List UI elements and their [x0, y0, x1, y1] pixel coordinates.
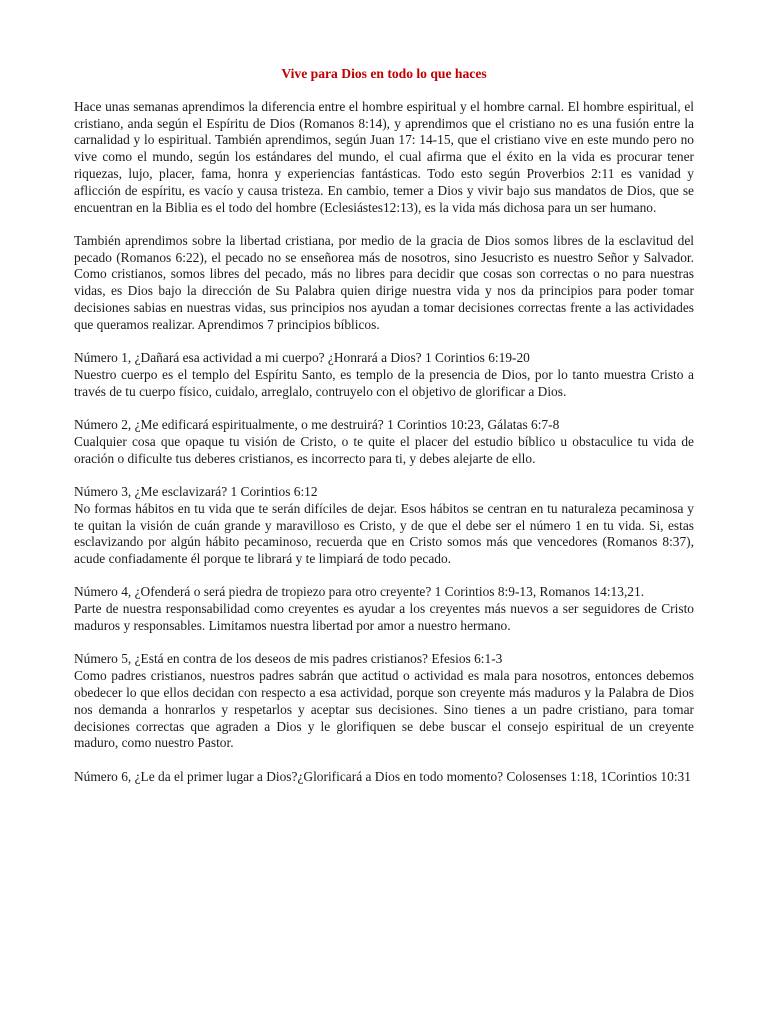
- document-page: [74, 66, 694, 802]
- principle-5-text: Como padres cristianos, nuestros padres sabrán que actitud o actividad es mala para nosotros, entonces debemos obedecer lo que ellos decidan con respecto a esa actividad, porque son creyente más maduros y la Palabra de Dios nos demanda a honrarlos y respetarlos y aceptar sus decisiones. Sino tienes a un padre cristiano, para tomar decisiones correctas que agraden a Dios y le glorifiquen se debe buscar el consejo espiritual de un creyente maduro, como nuestro Pastor.: [74, 668, 694, 751]
- intro-paragraph-1: Hace unas semanas aprendimos la diferencia entre el hombre espiritual y el hombre carnal. El hombre espiritual, el cristiano, anda según el Espíritu de Dios (Romanos 8:14), y aprendimos que el cristiano no es una fusión entre la carnalidad y lo espiritual. También aprendimos, según Juan 17: 14-15, que el cristiano vive en este mundo pero no vive como el mundo, según los estándares del mundo, el cual afirma que el éxito en la vida es procurar tener riquezas, lujo, placer, fama, honra y experiencias fantásticas. Todo esto según Proverbios 2:11 es vanidad y aflicción de espíritu, es vacío y causa tristeza. En cambio, temer a Dios y vivir bajo sus mandatos de Dios, que se encuentran en la Biblia es el todo del hombre (Eclesiástes12:13), es la vida más dichosa para un ser humano.: [74, 98, 694, 215]
- principle-2-heading: Número 2, ¿Me edificará espiritualmente, o me destruirá? 1 Corintios 10:23, Gálatas 6:7-8: [74, 417, 560, 433]
- principle-1: [74, 350, 694, 400]
- principle-1-text: Nuestro cuerpo es el templo del Espíritu Santo, es templo de la presencia de Dios, por lo tanto muestra Cristo a través de tu cuerpo físico, cuidalo, arreglalo, contruyelo con el objetivo de glorificar a Dios.: [74, 366, 694, 399]
- intro-paragraph-2: También aprendimos sobre la libertad cristiana, por medio de la gracia de Dios somos libres de la esclavitud del pecado (Romanos 6:22), el pecado no se enseñorea más de nosotros, sino Jesucristo es nuestro Señor y Salvador. Como cristianos, somos libres del pecado, más no libres para decidir que cosas son correctas o no para nuestras vidas, es Dios bajo la dirección de Su Palabra quien dirige nuestra vida y nos da principios para poder tomar decisiones sabias en nuestras vidas, sus principios nos ayudan a tomar decisiones correctas frente a las actividades que queramos realizar. Aprendimos 7 principios bíblicos.: [74, 232, 694, 332]
- principle-5: [74, 651, 694, 752]
- principle-6: [74, 769, 694, 786]
- principle-2: [74, 417, 694, 467]
- principle-4-heading: Número 4, ¿Ofenderá o será piedra de tropiezo para otro creyente? 1 Corintios 8:9-13, Romanos 14:13,21.: [74, 584, 645, 600]
- principle-2-text: Cualquier cosa que opaque tu visión de Cristo, o te quite el placer del estudio bíblico u obstaculice tu vida de oración o dificulte tus deberes cristianos, es incorrecto para ti, y debes alejarte de ello.: [74, 433, 694, 466]
- principle-3-text: No formas hábitos en tu vida que te serán difíciles de dejar. Esos hábitos se centran en tu naturaleza pecaminosa y te quitan la visión de cuán grande y maravilloso es Cristo, y de que el debe ser el número 1 en tu vida. Si, estas esclavizando por algún hábito pecaminoso, recuerda que en Cristo somos más que vencedores (Romanos 8:37), acude confiadamente él porque te librará y te limpiará de todo pecado.: [74, 500, 694, 567]
- principle-4-text: Parte de nuestra responsabilidad como creyentes es ayudar a los creyentes más nuevos a ser seguidores de Cristo maduros y responsables. Limitamos nuestra libertad por amor a nuestro hermano.: [74, 601, 694, 634]
- document-title: Vive para Dios en todo lo que haces: [281, 66, 487, 81]
- principle-3-heading: Número 3, ¿Me esclavizará? 1 Corintios 6:12: [74, 483, 318, 499]
- principle-1-heading: Número 1, ¿Dañará esa actividad a mi cuerpo? ¿Honrará a Dios? 1 Corintios 6:19-20: [74, 350, 530, 366]
- principle-5-heading: Número 5, ¿Está en contra de los deseos de mis padres cristianos? Efesios 6:1-3: [74, 651, 503, 667]
- principle-3: [74, 484, 694, 568]
- principle-4: [74, 584, 694, 634]
- principle-6-heading: Número 6, ¿Le da el primer lugar a Dios?¿Glorificará a Dios en todo momento? Colosenses 1:18, 1Corintios 10:31: [74, 768, 691, 784]
